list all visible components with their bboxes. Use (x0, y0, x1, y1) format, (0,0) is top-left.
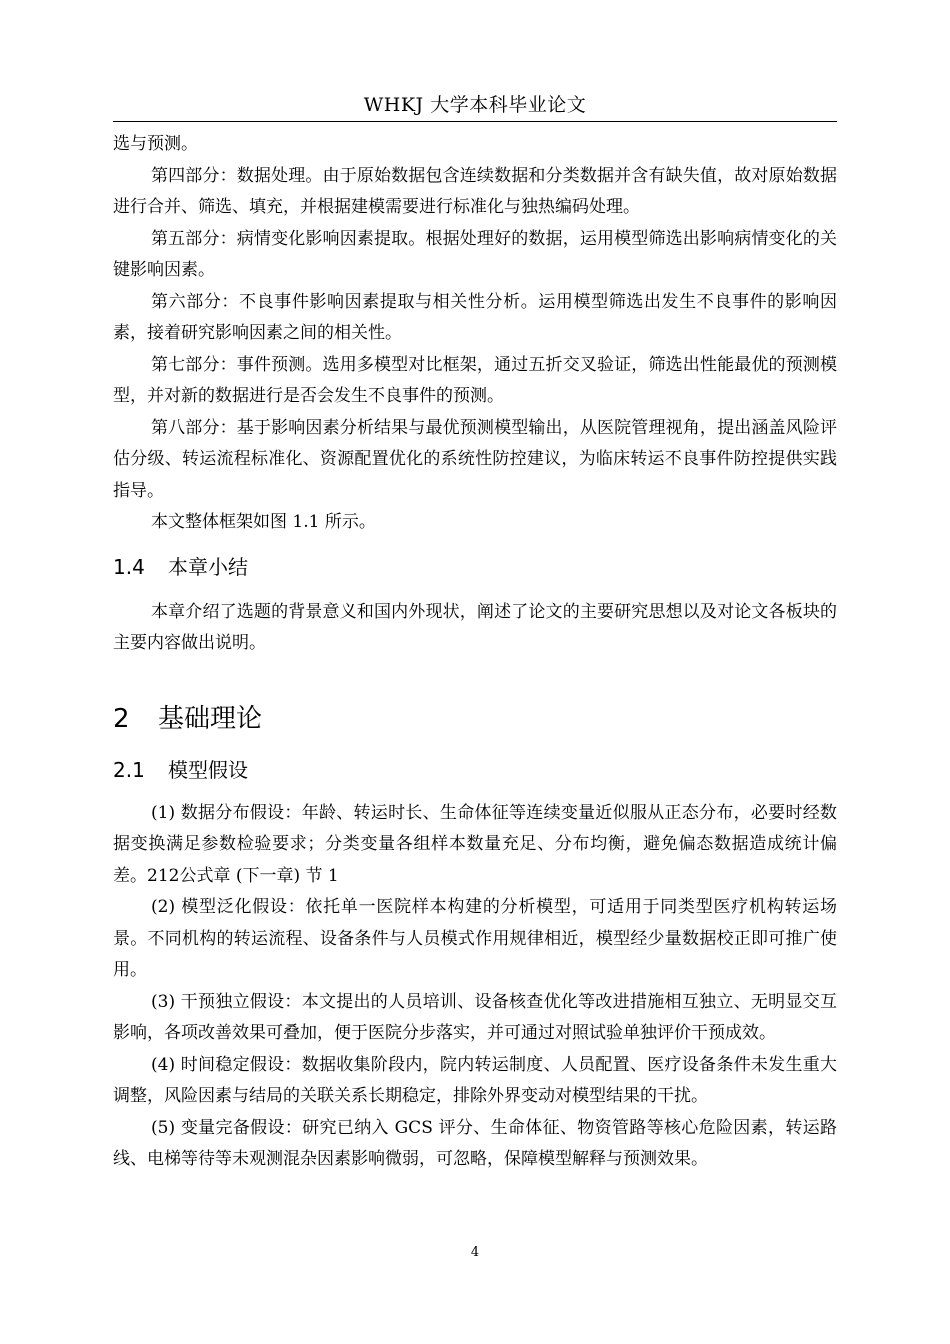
paragraph-continuation: 选与预测。 (113, 134, 198, 154)
chapter-title: 基础理论 (158, 703, 263, 734)
paragraph-chapter-summary: 本章介绍了选题的背景意义和国内外现状，阐述了论文的主要研究思想以及对论文各板块的主要内容做出说明。 (113, 601, 837, 653)
section-heading-1-4 (113, 553, 837, 581)
paragraph-framework-ref: 本文整体框架如图 1.1 所示。 (151, 512, 376, 532)
assumption-item-4: (4) 时间稳定假设：数据收集阶段内，院内转运制度、人员配置、医疗设备条件未发生重大调整，风险因素与结局的关联关系长期稳定，排除外界变动对模型结果的干扰。 (113, 1054, 837, 1106)
section-title: 本章小结 (168, 554, 248, 579)
chapter-number: 2 (113, 703, 130, 734)
paragraph-part-seven: 第七部分：事件预测。选用多模型对比框架，通过五折交叉验证，筛选出性能最优的预测模型，并对新的数据进行是否会发生不良事件的预测。 (113, 354, 837, 406)
section-number: 2.1 (113, 757, 145, 782)
section-heading-2-1 (113, 756, 837, 784)
header-rule (113, 121, 837, 122)
section-number: 1.4 (113, 554, 145, 579)
assumption-item-3: (3) 干预独立假设：本文提出的人员培训、设备核查优化等改进措施相互独立、无明显交互影响，各项改善效果可叠加，便于医院分步落实，并可通过对照试验单独评价干预成效。 (113, 991, 837, 1043)
assumption-item-5: (5) 变量完备假设：研究已纳入 GCS 评分、生命体征、物资管路等核心危险因素，转运路线、电梯等待等未观测混杂因素影响微弱，可忽略，保障模型解释与预测效果。 (113, 1117, 837, 1169)
assumption-item-1: (1) 数据分布假设：年龄、转运时长、生命体征等连续变量近似服从正态分布，必要时经数据变换满足参数检验要求；分类变量各组样本数量充足、分布均衡，避免偏态数据造成统计偏差。212公式章 (下一章) 节 1 (113, 802, 837, 886)
paragraph-part-five: 第五部分：病情变化影响因素提取。根据处理好的数据，运用模型筛选出影响病情变化的关键影响因素。 (113, 228, 837, 280)
paragraph-part-eight: 第八部分：基于影响因素分析结果与最优预测模型输出，从医院管理视角，提出涵盖风险评估分级、转运流程标准化、资源配置优化的系统性防控建议，为临床转运不良事件防控提供实践指导。 (113, 417, 837, 501)
paragraph-part-four: 第四部分：数据处理。由于原始数据包含连续数据和分类数据并含有缺失值，故对原始数据进行合并、筛选、填充，并根据建模需要进行标准化与独热编码处理。 (113, 165, 837, 217)
chapter-heading-2 (113, 702, 837, 736)
page-body (113, 129, 837, 1176)
paragraph-part-six: 第六部分：不良事件影响因素提取与相关性分析。运用模型筛选出发生不良事件的影响因素，接着研究影响因素之间的相关性。 (113, 291, 837, 343)
running-header: WHKJ 大学本科毕业论文 (363, 94, 587, 116)
page-number: 4 (470, 1245, 480, 1260)
assumption-item-2: (2) 模型泛化假设：依托单一医院样本构建的分析模型，可适用于同类型医疗机构转运场景。不同机构的转运流程、设备条件与人员模式作用规律相近，模型经少量数据校正即可推广使用。 (113, 897, 837, 980)
section-title: 模型假设 (168, 757, 248, 782)
